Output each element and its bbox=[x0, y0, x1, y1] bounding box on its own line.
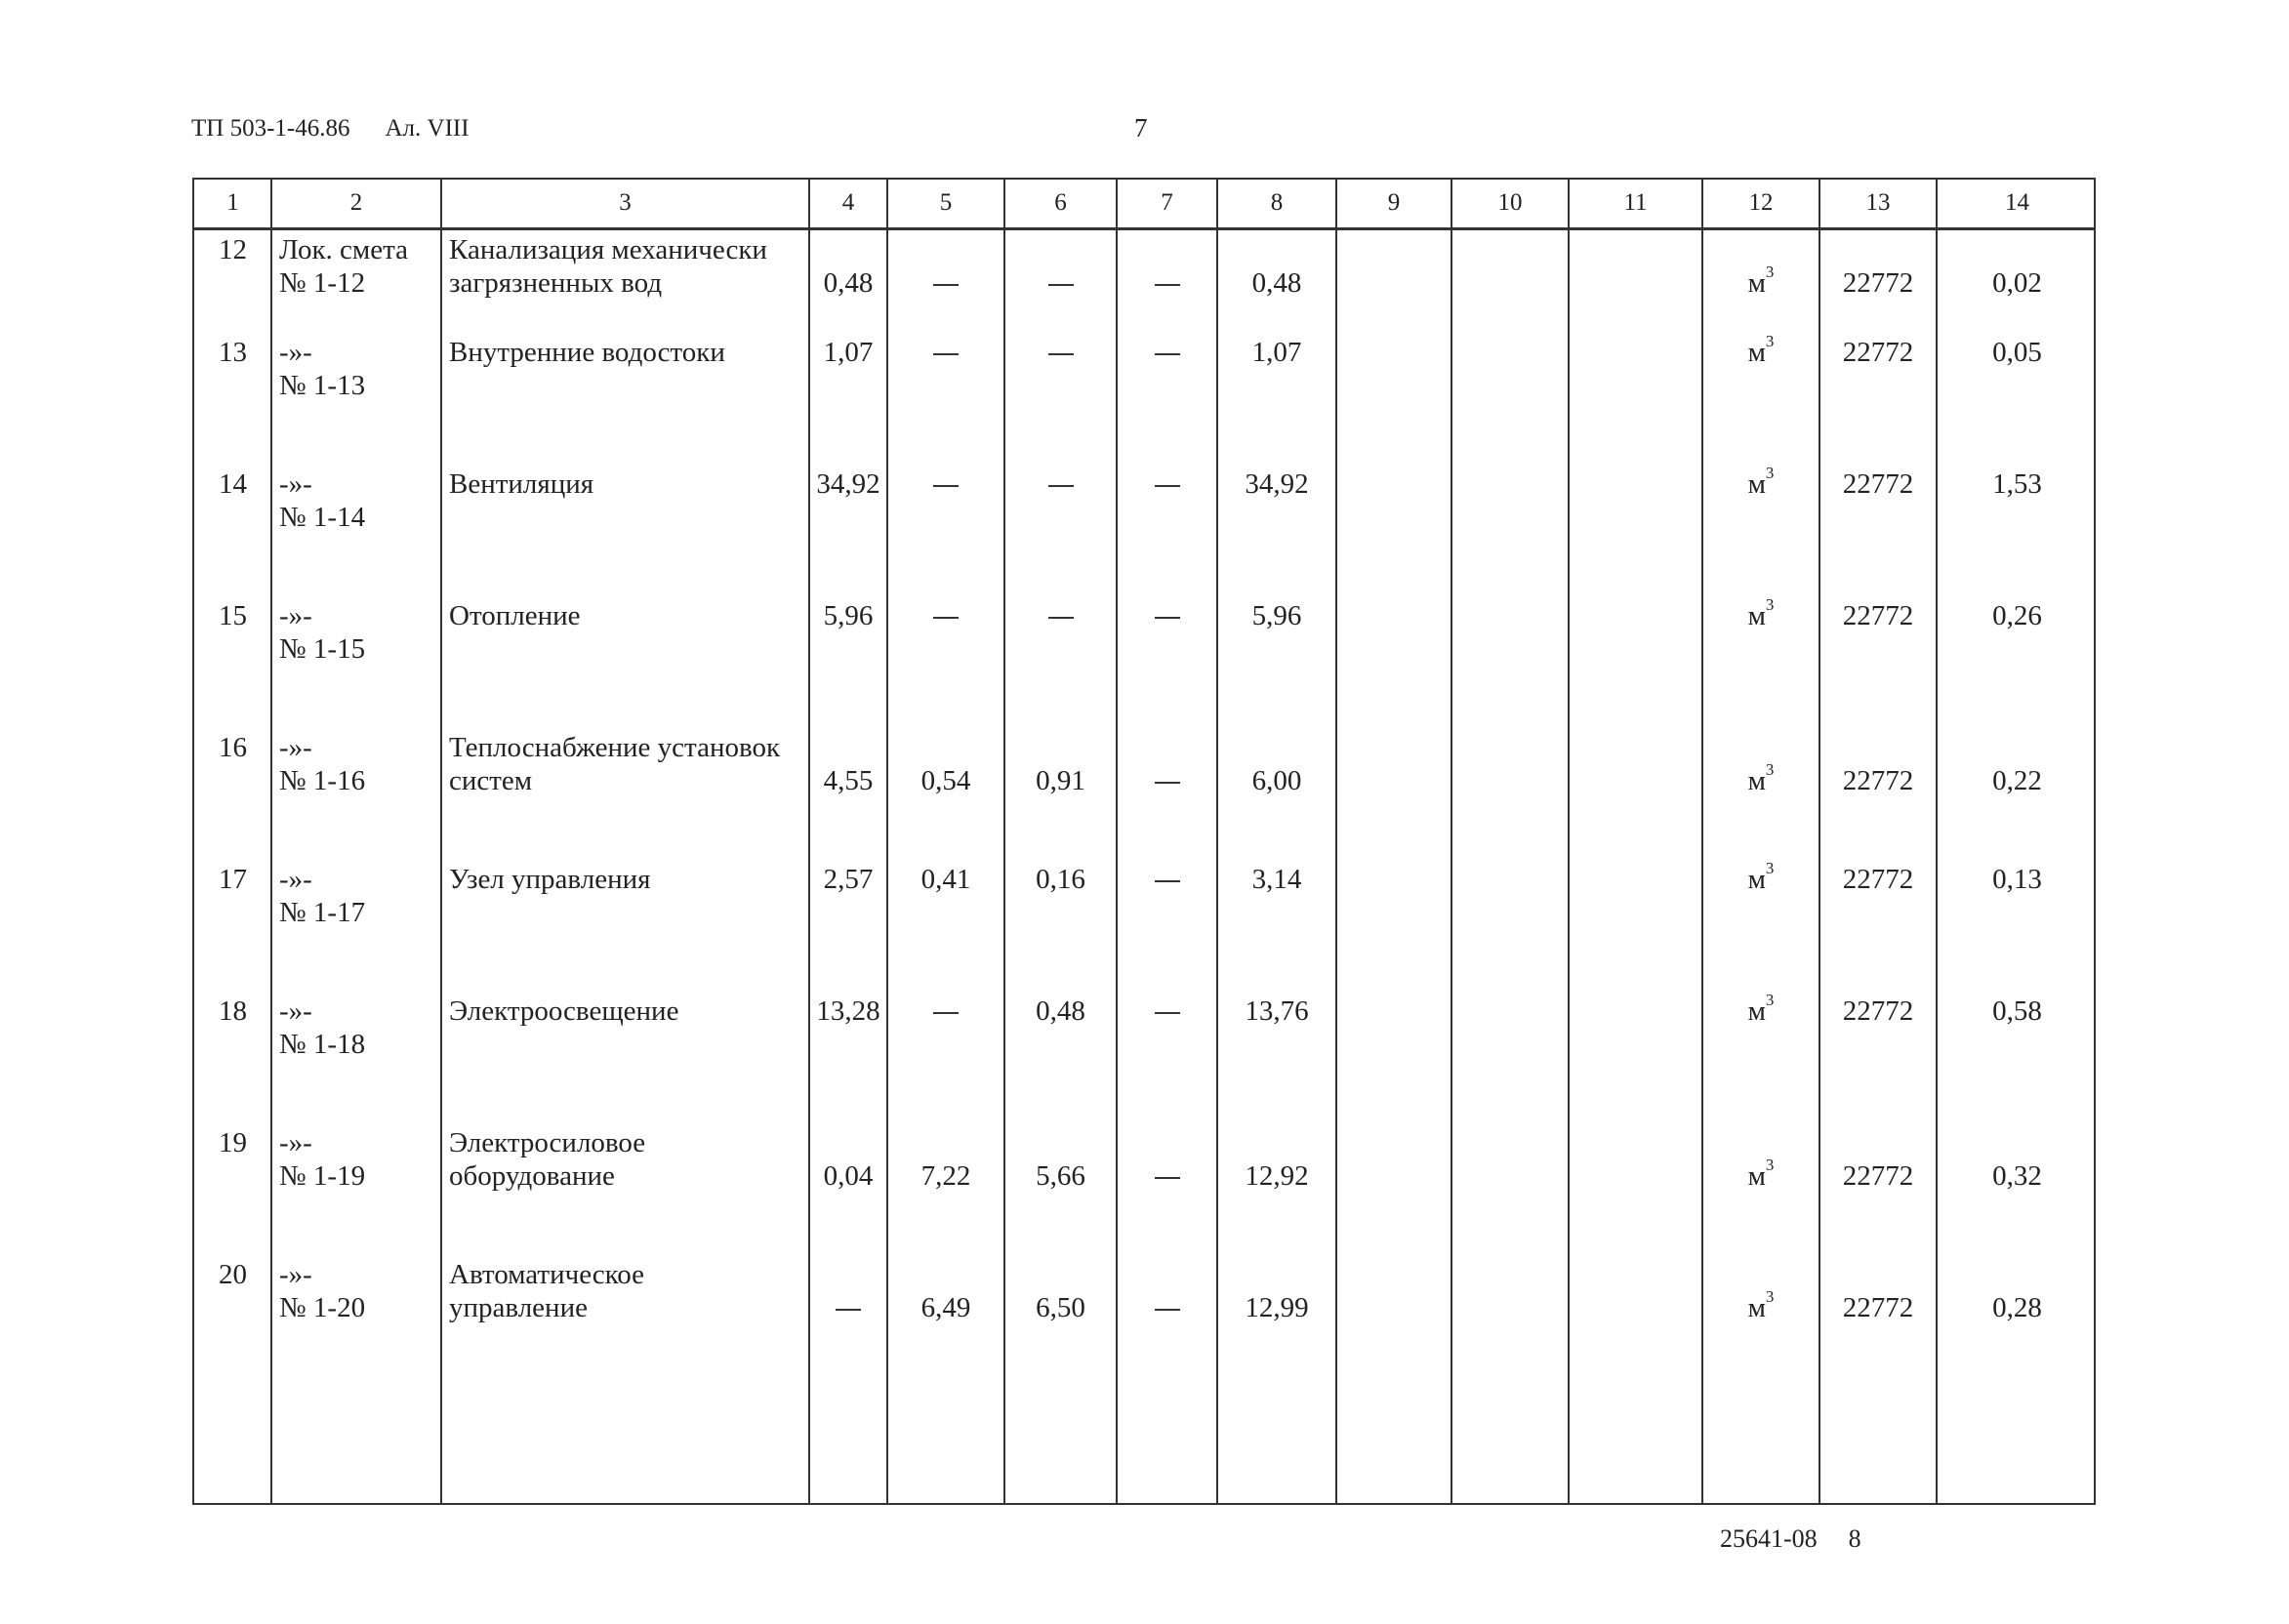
cost-value: 6,49 bbox=[920, 1292, 971, 1323]
estimate-reference: -»- bbox=[279, 1127, 312, 1158]
quantity: 22772 bbox=[1842, 267, 1914, 299]
unit: м bbox=[1747, 765, 1766, 796]
dash-icon bbox=[1155, 485, 1180, 487]
column-number: 3 bbox=[619, 189, 632, 216]
dash-icon bbox=[1048, 353, 1074, 355]
work-name: Отопление bbox=[449, 600, 581, 631]
unit-cell bbox=[1702, 263, 1819, 300]
work-name: Электроосвещение bbox=[449, 995, 679, 1027]
column-number-header bbox=[194, 180, 2094, 230]
table-row bbox=[194, 859, 2094, 995]
dash-mark bbox=[1117, 995, 1217, 1028]
total-value: 12,92 bbox=[1245, 1160, 1309, 1192]
dash-mark bbox=[809, 1291, 887, 1324]
column-number: 6 bbox=[1054, 189, 1067, 216]
column-divider bbox=[1116, 180, 1118, 1503]
table-row bbox=[194, 1126, 2094, 1258]
footer-page-number: 8 bbox=[1848, 1524, 1861, 1553]
column-divider bbox=[1335, 180, 1337, 1503]
estimate-reference: -»- bbox=[279, 337, 312, 368]
row-number: 14 bbox=[219, 468, 247, 500]
column-divider bbox=[1568, 180, 1570, 1503]
row-number: 18 bbox=[219, 995, 247, 1027]
cost-value: 2,57 bbox=[823, 864, 874, 895]
row-number: 12 bbox=[219, 234, 247, 265]
total-value: 5,96 bbox=[1251, 600, 1302, 631]
unit-indicator: 0,05 bbox=[1992, 337, 2042, 368]
unit: м bbox=[1747, 600, 1766, 631]
estimate-number: № 1-12 bbox=[279, 267, 366, 299]
estimate-reference: -»- bbox=[279, 864, 312, 895]
work-name: Автоматическое bbox=[449, 1259, 645, 1290]
work-name: Внутренние водостоки bbox=[449, 337, 725, 368]
column-divider bbox=[1216, 180, 1218, 1503]
quantity: 22772 bbox=[1842, 600, 1914, 631]
total-value: 12,99 bbox=[1245, 1292, 1309, 1323]
unit-cell bbox=[1702, 991, 1819, 1028]
dash-mark bbox=[1117, 863, 1217, 896]
dash-icon bbox=[1155, 284, 1180, 286]
column-divider bbox=[808, 180, 810, 1503]
unit-indicator: 0,58 bbox=[1992, 995, 2042, 1027]
unit-cell bbox=[1702, 595, 1819, 632]
work-name: Теплоснабжение установок bbox=[449, 732, 781, 763]
cost-value: 13,28 bbox=[816, 995, 880, 1027]
unit-cell bbox=[1702, 332, 1819, 369]
cost-value: 1,07 bbox=[823, 337, 874, 368]
dash-mark bbox=[1117, 1159, 1217, 1193]
dash-icon bbox=[1048, 617, 1074, 619]
column-number: 12 bbox=[1748, 189, 1774, 216]
total-value: 34,92 bbox=[1245, 468, 1309, 500]
unit: м bbox=[1747, 864, 1766, 895]
dash-icon bbox=[1155, 880, 1180, 882]
column-divider bbox=[1003, 180, 1005, 1503]
unit: м bbox=[1747, 267, 1766, 299]
total-value: 1,07 bbox=[1251, 337, 1302, 368]
unit-superscript: 3 bbox=[1765, 859, 1775, 878]
cost-value: 5,66 bbox=[1036, 1160, 1085, 1192]
column-number: 7 bbox=[1161, 189, 1173, 216]
table-row bbox=[194, 991, 2094, 1126]
footer-code: 25641-08 bbox=[1720, 1524, 1818, 1553]
cost-value: 0,41 bbox=[920, 864, 971, 895]
table-row bbox=[194, 1258, 2094, 1390]
estimate-reference: -»- bbox=[279, 1259, 312, 1290]
unit-indicator: 0,32 bbox=[1992, 1160, 2042, 1192]
dash-icon bbox=[1155, 617, 1180, 619]
unit: м bbox=[1747, 995, 1766, 1027]
column-number: 11 bbox=[1623, 189, 1648, 216]
dash-mark bbox=[887, 266, 1004, 300]
unit-indicator: 1,53 bbox=[1992, 468, 2042, 500]
row-number: 15 bbox=[219, 600, 247, 631]
unit-superscript: 3 bbox=[1765, 332, 1775, 351]
estimate-table bbox=[192, 178, 2096, 1505]
quantity: 22772 bbox=[1842, 468, 1914, 500]
row-number: 17 bbox=[219, 864, 247, 895]
unit-cell bbox=[1702, 1156, 1819, 1193]
table-row bbox=[194, 595, 2094, 731]
dash-icon bbox=[1155, 1309, 1180, 1311]
row-number: 19 bbox=[219, 1127, 247, 1158]
column-number: 14 bbox=[2005, 189, 2029, 216]
estimate-number: № 1-18 bbox=[279, 1029, 366, 1060]
column-number: 9 bbox=[1387, 189, 1401, 216]
cost-value: 0,04 bbox=[823, 1160, 874, 1192]
unit-cell bbox=[1702, 760, 1819, 797]
cost-value: 5,96 bbox=[823, 600, 874, 631]
cost-value: 0,48 bbox=[823, 267, 874, 299]
quantity: 22772 bbox=[1842, 864, 1914, 895]
column-number: 13 bbox=[1865, 189, 1891, 216]
column-number: 1 bbox=[226, 189, 239, 216]
row-number: 13 bbox=[219, 337, 247, 368]
estimate-number: № 1-19 bbox=[279, 1160, 366, 1192]
cost-value: 7,22 bbox=[920, 1160, 971, 1192]
row-number: 16 bbox=[219, 732, 247, 763]
unit-indicator: 0,02 bbox=[1992, 267, 2042, 299]
row-number: 20 bbox=[219, 1259, 247, 1290]
dash-mark bbox=[1117, 266, 1217, 300]
dash-icon bbox=[933, 1012, 959, 1014]
work-name-continued: оборудование bbox=[449, 1160, 615, 1192]
work-name-continued: систем bbox=[449, 765, 533, 796]
dash-mark bbox=[887, 336, 1004, 369]
column-divider bbox=[1819, 180, 1820, 1503]
table-row bbox=[194, 464, 2094, 599]
table-row bbox=[194, 332, 2094, 467]
work-name: Канализация механически bbox=[449, 234, 767, 265]
unit-superscript: 3 bbox=[1765, 595, 1775, 615]
page-number: 7 bbox=[1134, 113, 1148, 142]
dash-mark bbox=[1117, 1291, 1217, 1324]
estimate-number: № 1-20 bbox=[279, 1292, 366, 1323]
dash-icon bbox=[1155, 782, 1180, 784]
dash-mark bbox=[887, 599, 1004, 632]
dash-icon bbox=[933, 353, 959, 355]
table-row bbox=[194, 731, 2094, 863]
estimate-number: № 1-14 bbox=[279, 502, 366, 533]
unit-cell bbox=[1702, 859, 1819, 896]
estimate-reference: -»- bbox=[279, 732, 312, 763]
work-name: Вентиляция bbox=[449, 468, 594, 500]
estimate-number: № 1-17 bbox=[279, 897, 366, 928]
quantity: 22772 bbox=[1842, 1292, 1914, 1323]
column-number: 2 bbox=[349, 189, 363, 216]
cost-value: 4,55 bbox=[823, 765, 874, 796]
cost-value: 34,92 bbox=[816, 468, 880, 500]
total-value: 0,48 bbox=[1251, 267, 1302, 299]
unit-superscript: 3 bbox=[1765, 1156, 1775, 1175]
dash-mark bbox=[887, 467, 1004, 501]
unit-indicator: 0,22 bbox=[1992, 765, 2042, 796]
work-name: Узел управления bbox=[449, 864, 651, 895]
estimate-number: № 1-16 bbox=[279, 765, 366, 796]
column-number: 5 bbox=[939, 189, 953, 216]
sheet-label: Ал. VIII bbox=[385, 115, 470, 142]
work-name: Электросиловое bbox=[449, 1127, 646, 1158]
dash-icon bbox=[1048, 284, 1074, 286]
footer bbox=[1720, 1524, 1861, 1554]
dash-icon bbox=[1048, 485, 1074, 487]
column-divider bbox=[270, 180, 272, 1503]
dash-mark bbox=[1004, 266, 1117, 300]
estimate-reference: -»- bbox=[279, 995, 312, 1027]
column-number: 8 bbox=[1270, 189, 1284, 216]
dash-icon bbox=[1155, 1012, 1180, 1014]
dash-mark bbox=[1117, 336, 1217, 369]
unit-superscript: 3 bbox=[1765, 263, 1775, 282]
column-divider bbox=[886, 180, 888, 1503]
total-value: 13,76 bbox=[1245, 995, 1309, 1027]
dash-mark bbox=[1004, 599, 1117, 632]
estimate-number: № 1-15 bbox=[279, 633, 366, 665]
unit-superscript: 3 bbox=[1765, 464, 1775, 483]
column-number: 4 bbox=[841, 189, 855, 216]
unit: м bbox=[1747, 1160, 1766, 1192]
unit-superscript: 3 bbox=[1765, 991, 1775, 1010]
dash-icon bbox=[933, 485, 959, 487]
unit: м bbox=[1747, 468, 1766, 500]
dash-icon bbox=[1155, 1177, 1180, 1179]
dash-icon bbox=[933, 617, 959, 619]
unit-indicator: 0,28 bbox=[1992, 1292, 2042, 1323]
column-number: 10 bbox=[1497, 189, 1523, 216]
dash-mark bbox=[1117, 467, 1217, 501]
cost-value: 0,91 bbox=[1036, 765, 1085, 796]
unit-superscript: 3 bbox=[1765, 760, 1775, 780]
unit-superscript: 3 bbox=[1765, 1287, 1775, 1307]
estimate-reference: Лок. смета bbox=[279, 234, 409, 265]
work-name-continued: загрязненных вод bbox=[449, 267, 663, 299]
work-name-continued: управление bbox=[449, 1292, 588, 1323]
quantity: 22772 bbox=[1842, 765, 1914, 796]
unit-cell bbox=[1702, 1287, 1819, 1324]
dash-mark bbox=[1004, 336, 1117, 369]
cost-value: 0,54 bbox=[920, 765, 971, 796]
estimate-number: № 1-13 bbox=[279, 370, 366, 401]
dash-mark bbox=[1117, 599, 1217, 632]
column-divider bbox=[1936, 180, 1938, 1503]
unit-indicator: 0,13 bbox=[1992, 864, 2042, 895]
dash-icon bbox=[933, 284, 959, 286]
unit: м bbox=[1747, 1292, 1766, 1323]
estimate-reference: -»- bbox=[279, 468, 312, 500]
quantity: 22772 bbox=[1842, 337, 1914, 368]
cost-value: 0,16 bbox=[1036, 864, 1085, 895]
unit-cell bbox=[1702, 464, 1819, 501]
total-value: 3,14 bbox=[1251, 864, 1302, 895]
quantity: 22772 bbox=[1842, 1160, 1914, 1192]
dash-mark bbox=[1117, 764, 1217, 797]
dash-mark bbox=[1004, 467, 1117, 501]
unit-indicator: 0,26 bbox=[1992, 600, 2042, 631]
column-divider bbox=[1701, 180, 1703, 1503]
column-divider bbox=[440, 180, 442, 1503]
dash-icon bbox=[836, 1309, 861, 1311]
total-value: 6,00 bbox=[1251, 765, 1302, 796]
estimate-reference: -»- bbox=[279, 600, 312, 631]
dash-icon bbox=[1155, 353, 1180, 355]
quantity: 22772 bbox=[1842, 995, 1914, 1027]
document-code: ТП 503-1-46.86 bbox=[191, 115, 350, 142]
dash-mark bbox=[887, 995, 1004, 1028]
unit: м bbox=[1747, 337, 1766, 368]
document-code-header bbox=[191, 115, 470, 142]
cost-value: 0,48 bbox=[1036, 995, 1085, 1027]
cost-value: 6,50 bbox=[1036, 1292, 1085, 1323]
column-divider bbox=[1451, 180, 1452, 1503]
